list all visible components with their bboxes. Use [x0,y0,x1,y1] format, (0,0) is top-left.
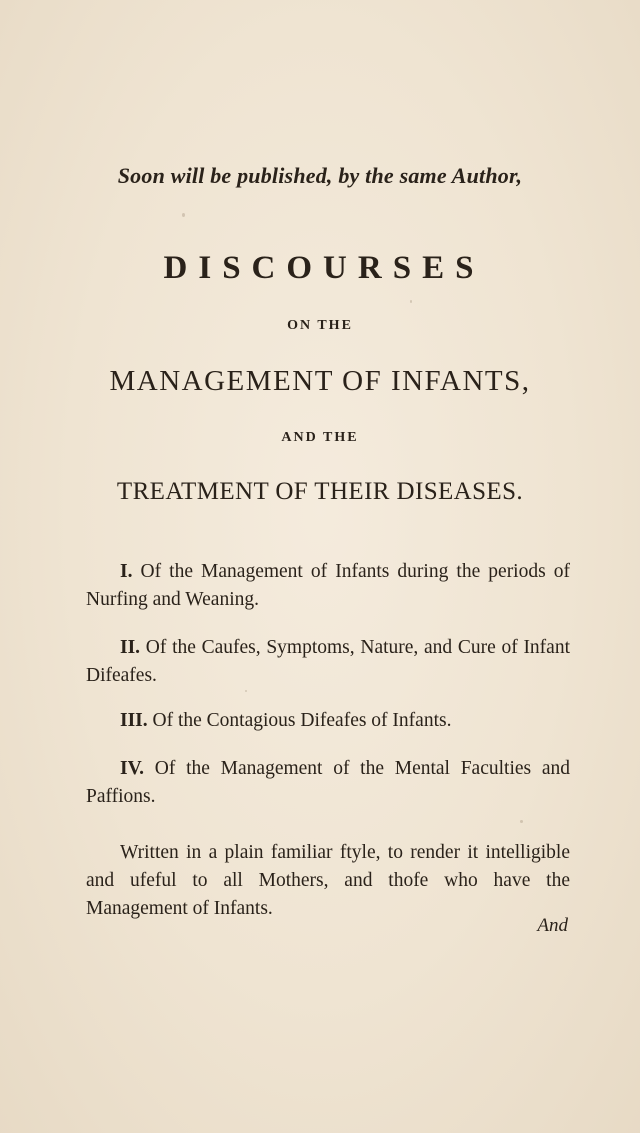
paper-fleck [245,690,247,692]
section-item [86,634,570,690]
paper-fleck [182,213,185,217]
section-number: I. [120,561,133,582]
section-text: Of the Management of the Mental Faculties and Paffions. [86,758,571,807]
closing-paragraph: Written in a plain familiar ftyle, to render it intelligible and ufeful to all Mothers, and thofe who have the Management of Infants. [86,842,570,919]
section-number: II. [120,637,141,658]
title-connector-and-the: AND THE [281,430,359,445]
section-number: III. [120,710,148,731]
section-text: Of the Caufes, Symptoms, Nature, and Cure of Infant Difeafes. [86,637,571,686]
page-title: DISCOURSES [163,250,485,286]
title-connector-on-the: ON THE [287,318,353,333]
subtitle-treatment: TREATMENT OF THEIR DISEASES. [116,478,524,505]
section-item [86,707,570,735]
subtitle-management: MANAGEMENT OF INFANTS, [109,365,531,397]
paper-fleck [520,820,523,823]
section-item [86,755,570,811]
section-text: Of the Contagious Difeafes of Infants. [152,710,452,731]
section-number: IV. [120,758,145,779]
catchword: And [537,915,568,936]
paper-fleck [410,300,412,303]
section-item [86,558,570,614]
publication-notice: Soon will be published, by the same Author, [117,163,523,188]
section-text: Of the Management of Infants during the periods of Nurfing and Weaning. [86,561,570,610]
